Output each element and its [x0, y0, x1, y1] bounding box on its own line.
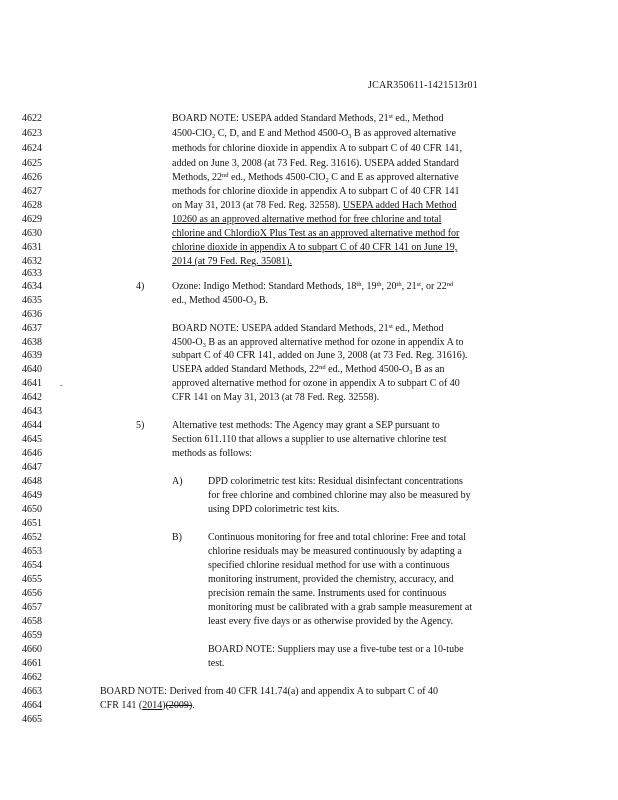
line-number: 4660 — [22, 644, 42, 655]
text-line: Continuous monitoring for free and total chlorine: Free and total — [208, 532, 466, 543]
inserted-text-line: chlorine and ChlordioX Plus Test as an approved alternative method for — [172, 228, 460, 239]
inserted-text-line: chlorine dioxide in appendix A to subpart C of 40 CFR 141 on June 19, — [172, 242, 458, 253]
text-line: for free chlorine and combined chlorine may also be measured by — [208, 490, 471, 501]
text-line: BOARD NOTE: USEPA added Standard Methods, 21st ed., Method — [172, 323, 444, 334]
text-line: ed., Method $4500-O_3$ B. — [172, 295, 269, 307]
line-number: 4645 — [22, 434, 42, 445]
line-number: 4627 — [22, 186, 42, 197]
line-number: 4641 — [22, 378, 42, 389]
text-line: test. — [208, 658, 225, 669]
line-number: 4654 — [22, 560, 42, 571]
line-number: 4650 — [22, 504, 42, 515]
line-number: 4651 — [22, 518, 42, 529]
text-line: Methods, 22nd ed., Methods 4500-ClO$_2$ C and E as approved alternative — [172, 172, 459, 184]
text-line: specified chlorine residual method for use with a continuous — [208, 560, 450, 571]
line-number: 4644 — [22, 420, 42, 431]
line-number: 4661 — [22, 658, 42, 669]
line-number: 4625 — [22, 158, 42, 169]
line-number: 4659 — [22, 630, 42, 641]
document-header-id: JCAR350611-1421513r01 — [368, 80, 478, 91]
text-line: approved alternative method for ozone in appendix A to subpart C of 40 — [172, 378, 460, 389]
text-line: on May 31, 2013 (at 78 Fed. Reg. 32558). USEPA added Hach Method — [172, 200, 457, 211]
line-number: 4662 — [22, 672, 42, 683]
line-number: 4664 — [22, 700, 42, 711]
item-label: A) — [172, 476, 183, 487]
line-number: 4634 — [22, 281, 42, 292]
line-number: 4652 — [22, 532, 42, 543]
text-line: CFR 141 (2014)(2009). — [100, 700, 195, 711]
line-number: 4656 — [22, 588, 42, 599]
text-line: BOARD NOTE: Suppliers may use a five-tube test or a 10-tube — [208, 644, 464, 655]
text-line: monitoring must be calibrated with a grab sample measurement at — [208, 602, 473, 613]
line-number: 4648 — [22, 476, 42, 487]
text-line: Section 611.110 that allows a supplier to use alternative chlorine test — [172, 434, 447, 445]
line-number: 4624 — [22, 143, 42, 154]
line-number: 4636 — [22, 309, 42, 320]
line-number: 4631 — [22, 242, 42, 253]
line-number: 4639 — [22, 350, 42, 361]
line-number: 4623 — [22, 128, 42, 139]
text-line: DPD colorimetric test kits: Residual disinfectant concentrations — [208, 476, 463, 487]
text-line: precision remain the same. Instruments used for continuous — [208, 588, 447, 599]
text-line: methods as follows: — [172, 448, 252, 459]
item-label: B) — [172, 532, 182, 543]
item-number: 5) — [136, 420, 145, 431]
line-number: 4649 — [22, 490, 42, 501]
line-number: 4622 — [22, 113, 42, 124]
line-number: 4643 — [22, 406, 42, 417]
line-number: 4635 — [22, 295, 42, 306]
line-number: 4628 — [22, 200, 42, 211]
line-number: 4657 — [22, 602, 42, 613]
text-line: subpart C of 40 CFR 141, added on June 3, 2008 (at 73 Fed. Reg. 31616). — [172, 350, 468, 361]
text-line: BOARD NOTE: Derived from 40 CFR 141.74(a) and appendix A to subpart C of 40 — [100, 686, 439, 697]
line-number: 4663 — [22, 686, 42, 697]
line-number: 4633 — [22, 268, 42, 279]
text-line: added on June 3, 2008 (at 73 Fed. Reg. 31616). USEPA added Standard — [172, 158, 459, 169]
line-number: 4637 — [22, 323, 42, 334]
text-line: Ozone: Indigo Method: Standard Methods, 18th, 19th, 20th, 21st, or 22nd — [172, 281, 454, 292]
line-number: 4642 — [22, 392, 42, 403]
text-line: methods for chlorine dioxide in appendix A to subpart C of 40 CFR 141, — [172, 143, 462, 154]
margin-mark: . — [60, 378, 63, 388]
line-number: 4665 — [22, 714, 42, 725]
line-number: 4638 — [22, 337, 42, 348]
text-line: chlorine residuals may be measured continuously by adapting a — [208, 546, 462, 557]
text-line: methods for chlorine dioxide in appendix A to subpart C of 40 CFR 141 — [172, 186, 460, 197]
text-line: monitoring instrument, provided the chemistry, accuracy, and — [208, 574, 454, 585]
text-line: USEPA added Standard Methods, 22nd ed., Method $4500-O_3$ B as an — [172, 364, 445, 376]
line-number: 4647 — [22, 462, 42, 473]
text-line: Alternative test methods: The Agency may grant a SEP pursuant to — [172, 420, 440, 431]
line-number: 4653 — [22, 546, 42, 557]
text-line: $4500-O_3$ B as an approved alternative method for ozone in appendix A to — [172, 337, 464, 349]
line-number: 4632 — [22, 256, 42, 267]
text-line: using DPD colorimetric test kits. — [208, 504, 340, 515]
text-line: least every five days or as otherwise provided by the Agency. — [208, 616, 454, 627]
line-number: 4640 — [22, 364, 42, 375]
line-number: 4630 — [22, 228, 42, 239]
line-number: 4646 — [22, 448, 42, 459]
text-line: BOARD NOTE: USEPA added Standard Methods, 21st ed., Method — [172, 113, 444, 124]
line-number: 4655 — [22, 574, 42, 585]
inserted-text-line: 2014 (at 79 Fed. Reg. 35081). — [172, 256, 292, 267]
line-number: 4658 — [22, 616, 42, 627]
inserted-text-line: 10260 as an approved alternative method for free chlorine and total — [172, 214, 442, 225]
text-line: 4500-ClO$_2$ C, D, and E and Method $4500-O_3$ B as approved alternative — [172, 128, 456, 140]
text-line: CFR 141 on May 31, 2013 (at 78 Fed. Reg. 32558). — [172, 392, 380, 403]
item-number: 4) — [136, 281, 145, 292]
line-number: 4629 — [22, 214, 42, 225]
line-number: 4626 — [22, 172, 42, 183]
